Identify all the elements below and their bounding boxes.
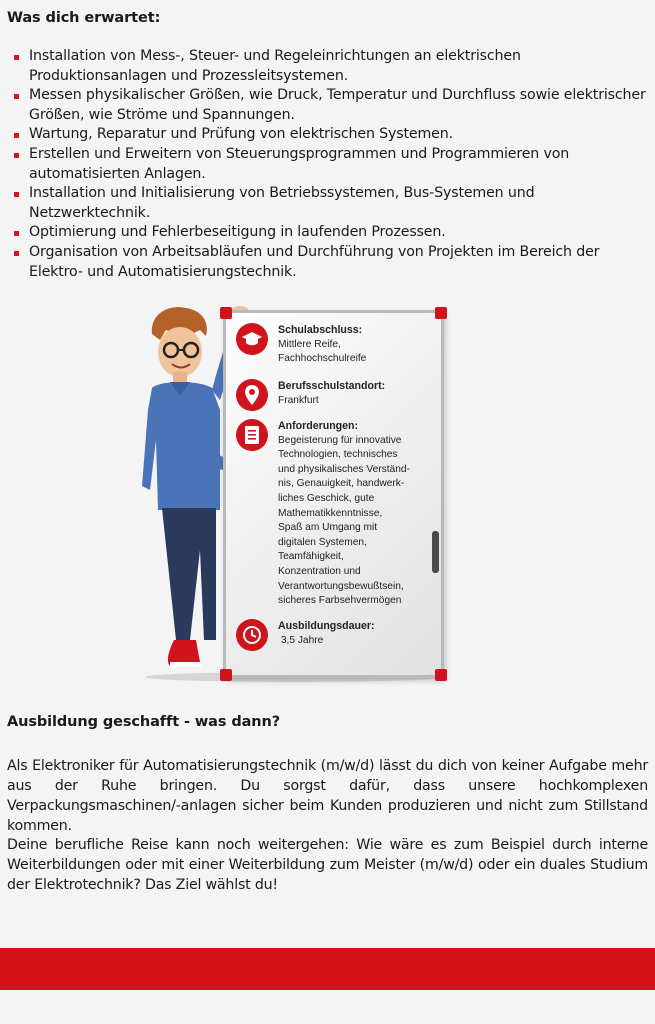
checklist-icon xyxy=(236,419,268,451)
info-board xyxy=(223,310,444,678)
list-item-text: Organisation von Arbeitsabläufen und Durchführung von Projekten im Bereich der Elektro- und Automatisierungstechnik. xyxy=(29,243,600,280)
info-title: Berufsschulstandort: xyxy=(278,380,386,392)
training-info-illustration xyxy=(140,300,450,685)
clock-icon xyxy=(236,619,268,651)
board-corner xyxy=(435,669,447,681)
info-line: Fachhochschulreife xyxy=(278,353,367,365)
bullet-icon xyxy=(14,231,19,236)
info-line: Mathematikkenntnisse, xyxy=(278,507,383,519)
info-title: Ausbildungsdauer: xyxy=(278,620,375,632)
list-item xyxy=(14,184,650,223)
paragraph: Deine berufliche Reise kann noch weitergehen: Wie wäre es zum Beispiel durch interne Weiterbildungen oder mit einer Weiterbildung zum Meister (m/w/d) oder ein duales Studium der Elektrotechnik? Das Ziel wählst du! xyxy=(7,837,648,893)
list-item-text: Installation von Mess-, Steuer- und Regeleinrichtungen an elektrischen Produktionsanlagen und Prozessleitsystemen. xyxy=(29,48,521,84)
section-heading-after-training: Ausbildung geschafft - was dann? xyxy=(7,714,281,730)
info-title: Anforderungen: xyxy=(278,420,359,432)
bullet-icon xyxy=(14,94,19,99)
info-line: digitalen Systemen, xyxy=(278,536,367,548)
info-line: nis, Genauigkeit, handwerk- xyxy=(278,478,405,490)
info-line: und physikalisches Verständ- xyxy=(278,463,410,475)
list-item-text: Installation und Initialisierung von Betriebssystemen, Bus-Systemen und Netzwerktechnik. xyxy=(29,185,535,221)
board-corner xyxy=(220,307,232,319)
section-heading-expectations: Was dich erwartet: xyxy=(7,10,161,26)
list-item xyxy=(14,145,650,184)
list-item-text: Wartung, Reparatur und Prüfung von elektrischen Systemen. xyxy=(29,126,453,143)
bullet-icon xyxy=(14,55,19,60)
board-corner xyxy=(435,307,447,319)
list-item xyxy=(14,47,650,86)
info-line: Frankfurt xyxy=(278,394,319,406)
info-line: Teamfähigkeit, xyxy=(278,551,344,563)
info-line: Mittlere Reife, xyxy=(278,338,341,350)
paragraph: Als Elektroniker für Automatisierungstechnik (m/w/d) lässt du dich von keiner Aufgabe mehr aus der Ruhe bringen. Du sorgst dafür, dass unsere hochkomplexen Verpackungsmaschinen/-anlagen sicher beim Kunden produzieren und nicht zum Stillstand kommen. xyxy=(7,758,648,834)
info-line: liches Geschick, gute xyxy=(278,492,375,504)
info-line: Konzentration und xyxy=(278,565,361,577)
bullet-icon xyxy=(14,133,19,138)
info-line: Begeisterung für innovative xyxy=(278,434,402,446)
bullet-icon xyxy=(14,251,19,256)
board-corner xyxy=(220,669,232,681)
board-handle xyxy=(432,531,439,573)
list-item xyxy=(14,125,650,145)
location-pin-icon xyxy=(236,379,268,411)
bullet-icon xyxy=(14,192,19,197)
info-line: Spaß am Umgang mit xyxy=(278,522,378,534)
graduation-cap-icon xyxy=(236,323,268,355)
task-list xyxy=(14,47,650,282)
info-line: 3,5 Jahre xyxy=(278,634,324,646)
list-item xyxy=(14,243,650,282)
list-item xyxy=(14,223,650,243)
list-item-text: Optimierung und Fehlerbeseitigung in laufenden Prozessen. xyxy=(29,224,446,241)
info-line: Verantwortungsbewußtsein, xyxy=(278,580,404,592)
info-line: sicheres Farbsehvermögen xyxy=(278,595,402,607)
info-line: Technologien, technisches xyxy=(278,449,398,461)
list-item-text: Erstellen und Erweitern von Steuerungsprogrammen und Programmieren von automatisierten Anlagen. xyxy=(29,145,570,182)
info-title: Schulabschluss: xyxy=(278,324,363,336)
list-item-text: Messen physikalischer Größen, wie Druck, Temperatur und Durchfluss sowie elektrischer Größen, wie Ströme und Spannungen. xyxy=(29,87,646,123)
list-item xyxy=(14,86,650,125)
bullet-icon xyxy=(14,153,19,158)
footer-accent-bar xyxy=(0,948,655,990)
